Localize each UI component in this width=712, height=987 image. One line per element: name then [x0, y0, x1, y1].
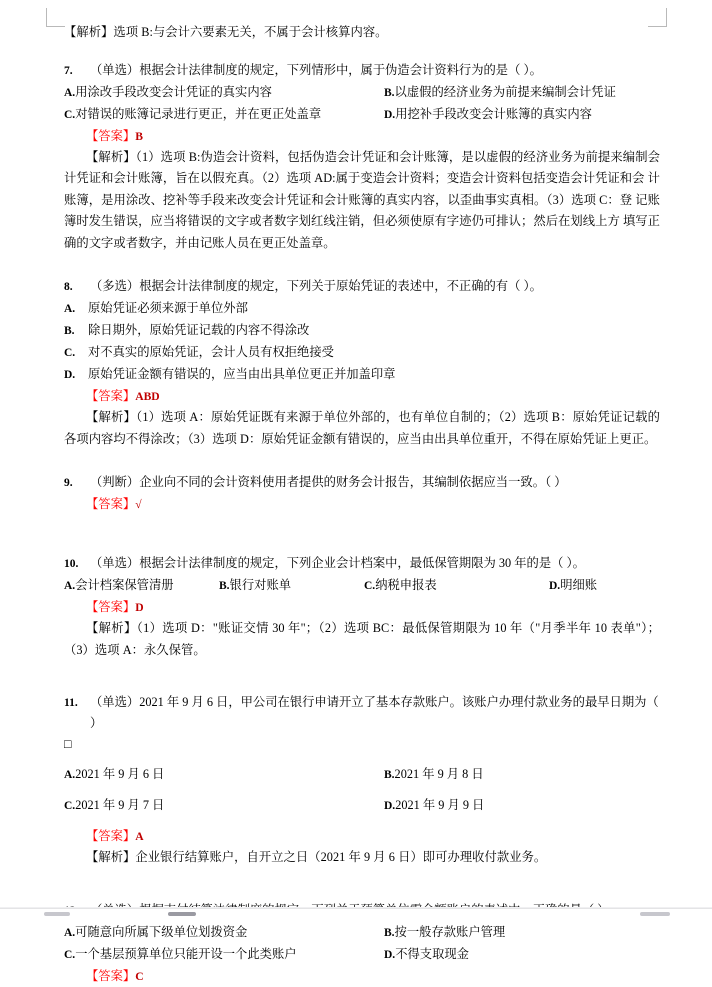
- option-a[interactable]: [64, 298, 660, 320]
- option-d[interactable]: [64, 364, 660, 386]
- answer-value: B: [135, 129, 143, 143]
- option-row: [64, 104, 660, 126]
- option-label: 明细账: [560, 578, 598, 592]
- option-letter: D.: [384, 108, 396, 121]
- question-text: （单选）2021 年 9 月 6 日，甲公司在银行申请开立了基本存款账户。该账户办理付款业务的最早日期为（ ）: [90, 695, 659, 730]
- option-label: 以虚假的经济业务为前提来编制会计凭证: [394, 84, 616, 99]
- option-letter: C.: [64, 800, 76, 812]
- option-letter: D.: [64, 369, 76, 381]
- option-row: [64, 944, 660, 966]
- question-block-9: [64, 472, 660, 515]
- option-label: 2021 年 9 月 8 日: [394, 767, 484, 781]
- option-row: [64, 575, 660, 597]
- analysis-carryover: 【解析】选项 B:与会计六要素无关，不属于会计核算内容。: [64, 25, 388, 39]
- horizontal-scrollbar[interactable]: [0, 908, 712, 920]
- answer-value: ABD: [135, 390, 160, 403]
- question-block-8: [64, 276, 660, 450]
- document-body: [64, 22, 660, 987]
- question-block-7: [64, 60, 660, 255]
- option-letter: B.: [384, 769, 395, 781]
- answer-label: 【答案】: [86, 389, 136, 403]
- question-number: 9.: [64, 477, 73, 489]
- answer-label: 【答案】: [86, 128, 136, 143]
- option-letter: C.: [364, 580, 376, 592]
- question-text: （单选）根据会计法律制度的规定，下列情形中，属于伪造会计资料行为的是（ ）。: [90, 62, 542, 77]
- option-label: 用挖补手段改变会计账簿的真实内容: [395, 106, 592, 121]
- question-number: 10.: [64, 558, 79, 570]
- answer-value: C: [135, 969, 144, 983]
- option-letter: C.: [64, 948, 76, 961]
- answer-label: 【答案】: [86, 600, 136, 614]
- scrollbar-segment-right[interactable]: [640, 912, 670, 916]
- option-letter: D.: [549, 580, 561, 592]
- answer-value: √: [135, 498, 142, 511]
- question-stem-7: [64, 60, 660, 82]
- option-a[interactable]: [64, 922, 384, 944]
- option-letter: B.: [64, 325, 75, 337]
- answer-line-9: [64, 494, 660, 515]
- answer-line-8: [64, 386, 660, 407]
- question-stem-8: [64, 276, 660, 298]
- answer-line-12: [64, 966, 660, 987]
- answer-value: A: [135, 830, 144, 843]
- answer-label: 【答案】: [86, 497, 136, 511]
- option-label: 2021 年 9 月 6 日: [75, 767, 165, 781]
- option-letter: C.: [64, 347, 76, 359]
- option-letter: B.: [384, 926, 395, 939]
- analysis-8: 【解析】（1）选项 A：原始凭证既有来源于单位外部的，也有单位自制的；（2）选项 B：原始凭证记载的各项内容均不得涂改；（3）选项 D：原始凭证金额有错误的，应当由出具单位重开，不得在原始凭证上更正。: [64, 410, 660, 446]
- option-label: 2021 年 9 月 9 日: [395, 798, 485, 812]
- option-letter: A.: [64, 303, 76, 315]
- option-row: [64, 922, 660, 944]
- answer-label: 【答案】: [86, 829, 136, 843]
- option-letter: A.: [64, 580, 76, 592]
- option-label: 对错误的账簿记录进行更正，并在更正处盖章: [75, 106, 322, 121]
- option-letter: D.: [384, 948, 396, 961]
- option-label: 用涂改手段改变会计凭证的真实内容: [75, 84, 272, 99]
- option-row: [64, 795, 660, 817]
- option-c[interactable]: [64, 342, 660, 364]
- option-label: 会计档案保管清册: [75, 578, 174, 592]
- option-label: 纳税申报表: [375, 578, 437, 592]
- question-stem-9: [64, 472, 660, 494]
- answer-line-10: [64, 597, 660, 618]
- option-label: 一个基层预算单位只能开设一个此类账户: [75, 946, 297, 961]
- question-text: （单选）根据会计法律制度的规定，下列企业会计档案中，最低保管期限为 30 年的是（ ）。: [90, 556, 585, 570]
- analysis-7: 【解析】（1）选项 B:伪造会计资料，包括伪造会计凭证和会计账簿，是以虚假的经济业务为前提来编制会 计凭证和会计账簿，旨在以假充真。（2）选项 AD:属于变造会计资料；变造会计资料包括变造会计凭证和会 计账簿，是用涂改、挖补等手段来改变会计凭证和会计账簿的真实内容，以歪曲事实真相。（3）选项 C：登 记账簿时发生错误，应当将错误的文字或者数字划红线注销，但必须使原有字迹仍可排认；然后在划线上方 填写正确的文字或者数字，并由记账人员在更正处盖章。: [64, 149, 660, 250]
- option-letter: D.: [384, 800, 396, 812]
- option-label: 不得支取现金: [395, 946, 469, 961]
- answer-value: D: [135, 601, 144, 614]
- option-letter: A.: [64, 86, 76, 99]
- option-label: 原始凭证必须来源于单位外部: [88, 301, 248, 315]
- option-d[interactable]: [384, 104, 660, 126]
- option-label: 银行对账单: [229, 578, 292, 592]
- option-a[interactable]: [64, 575, 219, 597]
- option-c[interactable]: [64, 104, 384, 126]
- option-label: 原始凭证金额有错误的，应当由出具单位更正并加盖印章: [88, 367, 396, 381]
- question-number: 8.: [64, 281, 73, 293]
- option-c[interactable]: [64, 795, 384, 817]
- answer-label: 【答案】: [86, 968, 136, 983]
- option-b[interactable]: [219, 575, 364, 597]
- analysis-10: 【解析】（1）选项 D："账证交情 30 年"；（2）选项 BC：最低保管期限为 10 年（"月季半年 10 表单"）；（3）选项 A：永久保管。: [64, 621, 660, 657]
- option-label: 按一般存款账户管理: [394, 924, 506, 939]
- option-c[interactable]: [364, 575, 549, 597]
- option-label: 除日期外，原始凭证记载的内容不得涂改: [88, 323, 310, 337]
- option-row: [64, 82, 660, 104]
- question-number: 7.: [64, 64, 73, 77]
- option-b[interactable]: [384, 82, 660, 104]
- option-label: 对不真实的原始凭证，会计人员有权拒绝接受: [88, 345, 334, 359]
- option-d[interactable]: [384, 944, 660, 966]
- option-b[interactable]: [64, 320, 660, 342]
- question-stem-11: [64, 692, 660, 734]
- margin-marker-top-left: [46, 8, 65, 27]
- analysis-11: 【解析】企业银行结算账户，自开立之日（2021 年 9 月 6 日）即可办理收付款业务。: [86, 850, 547, 864]
- option-label: 可随意向所属下级单位划拨资金: [75, 924, 248, 939]
- answer-line-7: [64, 126, 660, 147]
- option-letter: A.: [64, 926, 76, 939]
- option-d[interactable]: [384, 795, 660, 817]
- option-a[interactable]: [64, 82, 384, 104]
- option-c[interactable]: [64, 944, 384, 966]
- scrollbar-track[interactable]: [0, 911, 712, 919]
- scrollbar-thumb[interactable]: [168, 912, 196, 916]
- question-block-10: [64, 553, 660, 661]
- option-d[interactable]: [549, 575, 660, 597]
- option-b[interactable]: [384, 764, 660, 786]
- question-block-11: [64, 692, 660, 869]
- option-letter: B.: [219, 580, 230, 592]
- question-number: 11.: [64, 697, 78, 709]
- question-stem-11-continuation: □: [64, 737, 72, 751]
- option-row: [64, 764, 660, 786]
- question-text: （多选）根据会计法律制度的规定，下列关于原始凭证的表述中，不正确的有（ ）。: [90, 279, 542, 293]
- scrollbar-segment-left[interactable]: [44, 912, 70, 916]
- option-letter: B.: [384, 86, 395, 99]
- answer-line-11: [64, 826, 660, 847]
- question-stem-10: [64, 553, 660, 575]
- option-b[interactable]: [384, 922, 660, 944]
- option-letter: A.: [64, 769, 76, 781]
- option-letter: C.: [64, 108, 76, 121]
- option-label: 2021 年 9 月 7 日: [75, 798, 165, 812]
- question-text: （判断）企业向不同的会计资料使用者提供的财务会计报告，其编制依据应当一致。（ ）: [90, 475, 567, 489]
- option-a[interactable]: [64, 764, 384, 786]
